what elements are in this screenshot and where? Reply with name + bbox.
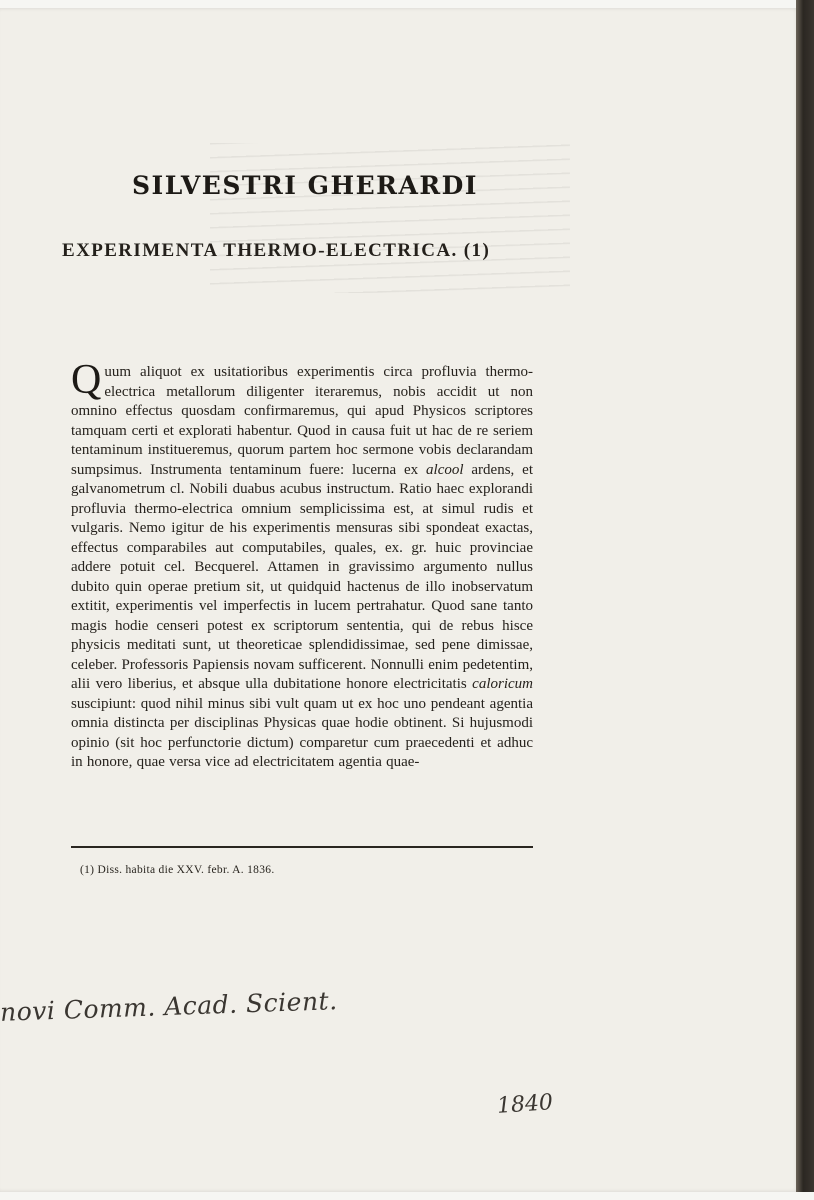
drop-cap: Q [71, 357, 102, 403]
body-segment: ardens, et galvanometrum cl. Nobili duabus acubus instructum. Ratio haec explorandi profluvia thermo-electrica omnium semplicissima est, at simul rudis et vulgaris. Nemo igitur de his experimentis mensuras sibi spondeat exactas, effectus comparabiles aut computabiles, quales, ex. gr. huic provinciae addere potuit cel. Becquerel. Attamen in gravissimo argumento nullus dubito quin operae pretium sit, ut quidquid hactenus de illo inobservatum extitit, experimentis vel imperfectis in lucem pertrahatur. Quod sane tanto magis hodie censeri potest ex scriptorum sententia, qui de rebus hisce physicis meditati sunt, ut theoreticae splendidissimae, sed pene dimissae, celeber. Professoris Papiensis novam sufficerent. Nonnulli enim pedetentim, alii vero liberius, et absque ulla dubitatione honore electricitatis [71, 461, 533, 692]
scan-border-bottom [0, 1192, 814, 1200]
paper-edge-shadow [796, 0, 814, 1200]
bleed-through-text [210, 143, 570, 293]
handwritten-margin-note: novi Comm. Acad. Scient. [0, 986, 338, 1027]
handwritten-year: 1840 [496, 1090, 554, 1119]
body-italic-term: caloricum [472, 676, 533, 692]
body-segment: suscipiunt: quod nihil minus sibi vult quam ut ex hoc uno pendeant agentia omnia distincta per disciplinas Physicas quae hodie obtinent. Si hujusmodi opinio (sit hoc perfunctorie dictum) comparetur cum praecedenti et adhuc in honore, quae versa vice ad electricitatem agentia quae- [71, 695, 533, 770]
title-heading: EXPERIMENTA THERMO-ELECTRICA. (1) [62, 240, 491, 261]
body-segment: uum aliquot ex usitatioribus experimentis circa profluvia thermo-electrica metallorum diligenter iteraremus, nobis accidit ut non omnino effectus quosdam confirmaremus, qui apud Physicos scriptores tamquam certi et explorati habentur. Quod in causa fuit ut hac de re seriem tentaminum institueremus, quorum partem hoc sermone vobis declarandam sumpsimus. Instrumenta tentaminum fuere: lucerna ex [71, 364, 533, 478]
footnote: (1) Diss. habita die XXV. febr. A. 1836. [80, 864, 275, 876]
author-heading: SILVESTRI GHERARDI [132, 171, 478, 200]
scan-border-top [0, 0, 814, 8]
footnote-rule [71, 846, 533, 848]
body-italic-term: alcool [426, 461, 464, 478]
body-paragraph [71, 357, 533, 773]
